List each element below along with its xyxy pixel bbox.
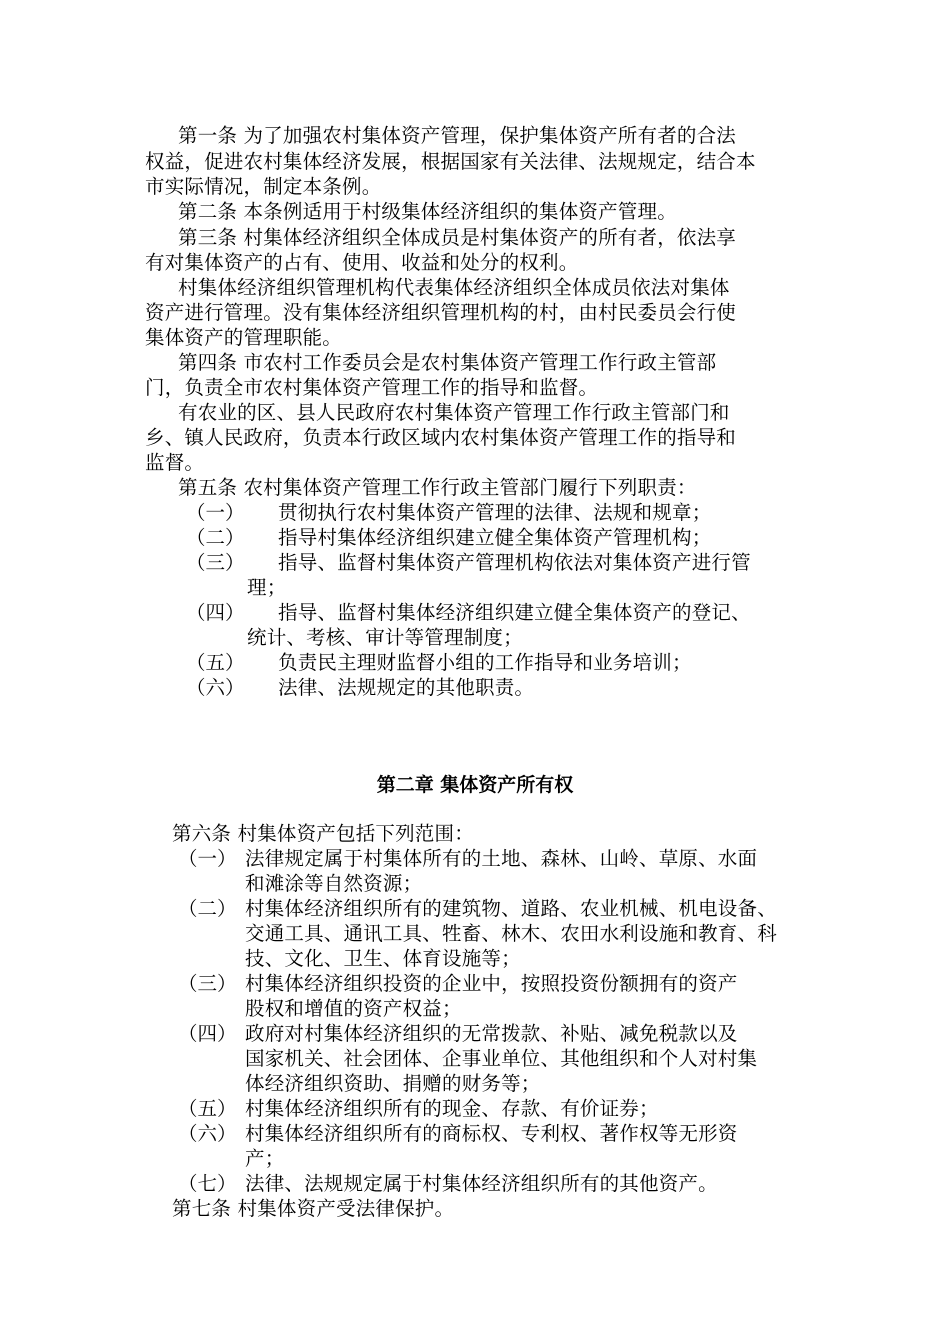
scope-item-line: 村集体经济组织所有的商标权、专利权、著作权等无形资: [245, 1122, 738, 1145]
article-3b-line-2: 资产进行管理。没有集体经济组织管理机构的村，由村民委员会行使: [145, 301, 737, 324]
scope-item-line: 股权和增值的资产权益；: [245, 997, 462, 1020]
scope-marker: （六）: [178, 1122, 237, 1145]
scope-marker: （一）: [178, 847, 237, 870]
scope-item-line: 和滩涂等自然资源；: [245, 872, 423, 895]
scope-item-line: 村集体经济组织所有的现金、存款、有价证券；: [245, 1097, 659, 1120]
scope-item-line: 村集体经济组织所有的建筑物、道路、农业机械、机电设备、: [245, 897, 777, 920]
duty-item: 指导村集体经济组织建立健全集体资产管理机构；: [278, 526, 712, 549]
duty-item: 指导、监督村集体经济组织建立健全集体资产的登记、: [278, 601, 751, 624]
scope-marker: （五）: [178, 1097, 237, 1120]
article-1-line-2: 权益，促进农村集体经济发展，根据国家有关法律、法规规定，结合本: [145, 150, 756, 173]
duty-marker: （四）: [186, 601, 245, 624]
scope-item-line: 技、文化、卫生、体育设施等；: [245, 947, 521, 970]
scope-marker: （二）: [178, 897, 237, 920]
scope-item-line: 村集体经济组织投资的企业中，按照投资份额拥有的资产: [245, 972, 738, 995]
article-7: 第七条 村集体资产受法律保护。: [172, 1197, 455, 1220]
article-4-line-2: 门，负责全市农村集体资产管理工作的指导和监督。: [145, 376, 599, 399]
duty-marker: （二）: [186, 526, 245, 549]
scope-marker: （三）: [178, 972, 237, 995]
article-3b-line-3: 集体资产的管理职能。: [145, 326, 343, 349]
duty-item: 贯彻执行农村集体资产管理的法律、法规和规章；: [278, 501, 712, 524]
duty-item-continuation: 理；: [247, 576, 287, 599]
scope-marker: （七）: [178, 1172, 237, 1195]
scope-item-line: 交通工具、通讯工具、牲畜、林木、农田水利设施和教育、科: [245, 922, 777, 945]
article-3-line-2: 有对集体资产的占有、使用、收益和处分的权利。: [145, 251, 579, 274]
article-4b-line-3: 监督。: [145, 451, 205, 474]
duty-item: 法律、法规规定的其他职责。: [278, 676, 535, 699]
scope-item-line: 政府对村集体经济组织的无常拨款、补贴、减免税款以及: [245, 1022, 738, 1045]
article-3-line-1: 第三条 村集体经济组织全体成员是村集体资产的所有者，依法享: [178, 226, 736, 249]
article-1-line-1: 第一条 为了加强农村集体资产管理，保护集体资产所有者的合法: [178, 124, 736, 147]
scope-item-line: 体经济组织资助、捐赠的财务等；: [245, 1072, 541, 1095]
article-6: 第六条 村集体资产包括下列范围：: [172, 822, 474, 845]
article-4b-line-2: 乡、镇人民政府，负责本行政区域内农村集体资产管理工作的指导和: [145, 426, 737, 449]
article-2: 第二条 本条例适用于村级集体经济组织的集体资产管理。: [178, 200, 677, 223]
article-1-line-3: 市实际情况，制定本条例。: [145, 175, 382, 198]
scope-item-line: 法律、法规规定属于村集体经济组织所有的其他资产。: [245, 1172, 718, 1195]
duty-marker: （三）: [186, 551, 245, 574]
duty-item: 指导、监督村集体资产管理机构依法对集体资产进行管: [278, 551, 751, 574]
duty-marker: （一）: [186, 501, 245, 524]
chapter-heading: 第二章 集体资产所有权: [376, 774, 574, 796]
article-4-line-1: 第四条 市农村工作委员会是农村集体资产管理工作行政主管部: [178, 351, 717, 374]
duty-marker: （五）: [186, 651, 245, 674]
duty-item-continuation: 统计、考核、审计等管理制度；: [247, 626, 523, 649]
duty-item: 负责民主理财监督小组的工作指导和业务培训；: [278, 651, 692, 674]
article-3b-line-1: 村集体经济组织管理机构代表集体经济组织全体成员依法对集体: [178, 276, 730, 299]
article-4b-line-1: 有农业的区、县人民政府农村集体资产管理工作行政主管部门和: [178, 401, 730, 424]
scope-item-line: 法律规定属于村集体所有的土地、森林、山岭、草原、水面: [245, 847, 758, 870]
article-5: 第五条 农村集体资产管理工作行政主管部门履行下列职责：: [178, 476, 697, 499]
scope-item-line: 国家机关、社会团体、企事业单位、其他组织和个人对村集: [245, 1047, 758, 1070]
duty-marker: （六）: [186, 676, 245, 699]
scope-marker: （四）: [178, 1022, 237, 1045]
scope-item-line: 产；: [245, 1147, 285, 1170]
